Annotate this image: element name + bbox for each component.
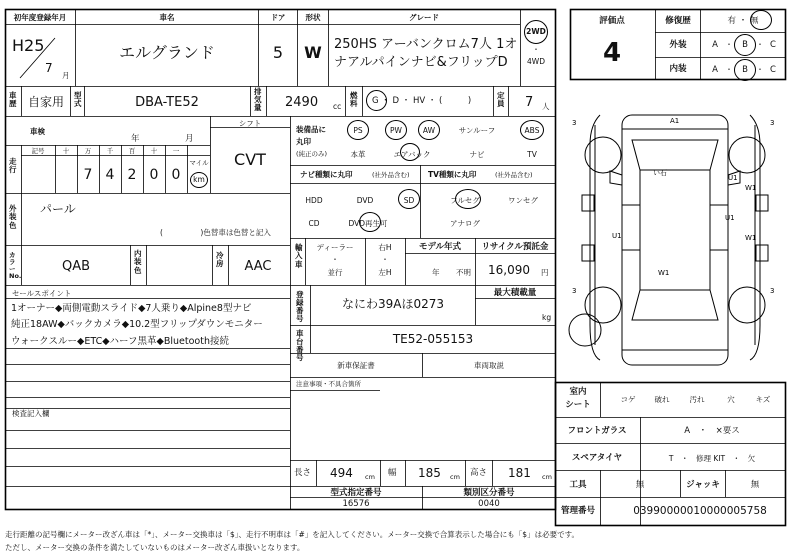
car-name: エルグランド [119,43,215,62]
drive-2wd: 2WD [526,27,546,36]
grade-label: グレード [409,13,439,22]
dia-mark: W1 [745,234,757,242]
use-label: 車歴 [9,91,17,109]
tv-fullseg: フルセグ [450,196,480,205]
import-label: 輸入車 [295,243,303,269]
navi-title-note: (社外品含む) [372,171,410,179]
repair-label: 修復歴 [665,16,691,26]
interior-sep-1: ・ [725,65,733,74]
interior-a: A [712,65,718,75]
dia-mark: W1 [658,269,670,277]
seat-option: 汚れ [689,395,705,404]
recycle-label: リサイクル預託金 [481,242,549,252]
first-reg-label: 初年度登録年月 [13,13,67,22]
tv-oneseg: ワンセグ [508,196,538,205]
equip-pw: PW [390,126,402,135]
footer-line-2: ただし、メーター交換の条件を満たしていないものはメーター改ざん車扱いとなります。 [5,543,305,552]
management-value: 0399000001000000575​8 [633,505,767,517]
notes-label: 注意事項・不具合箇所 [296,380,361,388]
first-reg-era: H25 [12,36,45,55]
exterior-sep-1: ・ [725,40,733,49]
equip-ps: PS [353,126,363,135]
odometer-digit: 4 [105,167,115,183]
digit-label-1: 万 [84,147,92,155]
mark-label: 記号 [31,147,45,155]
shape: W [304,43,322,62]
tools-label: 工具 [569,480,587,490]
spare-label: スペアタイヤ [571,453,623,463]
equipment-label-2: 丸印 [296,137,311,146]
shift: CVT [234,150,266,169]
equip-abs: ABS [524,126,540,135]
equip-navi: ナビ [469,150,485,159]
warranty-label: 新車保証書 [337,361,375,370]
length-unit: cm [365,473,375,481]
model-label: 型式 [74,91,82,109]
shape-label: 形状 [305,13,321,22]
repair-options: 有 ・ 無 [727,16,759,26]
equipment-label-3: (純正のみ) [296,150,328,158]
category: 0040 [478,499,500,509]
category-label: 類別区分番号 [463,488,515,498]
length-label: 長さ [294,468,312,478]
windshield-label: フロントガラス [567,426,627,436]
grade-line1: 250HS アーバンクロム7人 1オ [334,37,518,52]
seat-option: コゲ [620,395,636,404]
chassis-value: TE52-055153 [392,332,474,346]
dia-mark: U1 [728,174,738,182]
seat-option: キズ [755,395,771,404]
plate-value: なにわ39Aほ0273 [341,297,445,311]
interior-c: C [770,65,776,75]
footer-line-1: 走行距離の記号欄にメーター改ざん車は「*」、メーター交換車は「$」、走行不明車は「#」を記入してください。メーター交換で合算表示した場合にも「$」は必要です。 [5,530,579,539]
exterior-b: B [742,40,748,50]
import-left: 左H [378,268,392,277]
digit-label-0: 十 [62,147,70,155]
width-unit: cm [450,473,460,481]
interior-color-label: 内装色 [134,249,142,275]
displacement-unit: cc [333,102,342,111]
interior-label: 内装 [669,64,687,74]
dia-mark: い石 [653,169,667,177]
max-load-label: 最大積載量 [493,288,537,298]
shaken-month-unit: 月 [185,134,194,144]
first-reg-month: 7 [45,61,53,75]
jack-value: 無 [750,480,760,490]
tv-title-note: (社外品含む) [495,171,533,179]
width-label: 幅 [388,468,397,478]
import-sep: ・ [331,255,339,264]
mileage-label: 走行 [9,157,17,175]
equip-sunroof: サンルーフ [458,126,496,135]
odometer-digit: 7 [83,167,93,183]
car-damage-diagram [560,95,790,385]
shaken-label: 車検 [30,127,45,136]
spare-value: T ・ 修理 KIT ・ 欠 [668,454,756,463]
length-value: 494 [330,466,353,480]
equip-airbag: エアバック [393,150,431,159]
digit-label-2: 千 [106,147,114,155]
height-value: 181 [508,466,531,480]
sales-point-line: ウォークスルー◆ETC◆ハーフ黒革◆Bluetooth接続 [11,336,229,347]
dia-label: 3 [770,287,775,295]
seat-option: 破れ [654,395,670,404]
drive-sep: ・ [532,45,540,54]
fuel-label: 燃料 [350,91,358,109]
dia-label: 3 [572,119,577,127]
use-value: 自家用 [27,95,65,109]
import-right: 右H [378,243,392,252]
tools-value: 無 [635,480,645,490]
plate-label: 登録番号 [296,290,304,323]
model-year-unknown: 不明 [456,268,471,277]
color-no-value: QAB [61,259,91,274]
exterior-sep-2: ・ [756,40,764,49]
displacement: 2490 [285,95,319,110]
model-year-label: モデル年式 [418,242,462,252]
ac-value: AAC [244,259,272,274]
navi-dvd: DVD [356,196,374,205]
exterior-label: 外装 [669,40,687,50]
model: DBA-TE52 [135,95,199,110]
mile-label: マイル [189,159,209,167]
interior-sep-2: ・ [756,65,764,74]
sales-point-line: 純正18AW◆バックカメラ◆10.2型フリップダウンモニター [11,319,263,330]
dia-mark: U1 [612,232,622,240]
navi-hdd: HDD [305,196,323,205]
odometer-digit: 0 [171,167,181,183]
digit-label-4: 十 [150,147,158,155]
seat-option: 穴 [727,395,735,404]
import-parallel: 並行 [327,268,343,277]
sales-points-label: セールスポイント [12,289,72,298]
seat-label-2: シート [565,400,591,410]
windshield-value: A ・ ×要ス [684,426,740,436]
import-sep-2: ・ [381,255,389,264]
color-label: 外装色 [9,204,17,230]
height-label: 高さ [470,468,488,478]
equip-leather: 本革 [350,150,366,159]
chassis-label: 車台番号 [296,329,304,362]
km-label: km [193,175,205,184]
equip-tv: TV [527,150,537,159]
import-dealer: ディーラー [316,243,354,252]
color-value: パール [40,202,76,216]
fuel-options: G ・ D ・ HV ・ ( ) [372,96,472,106]
navi-sd: SD [403,196,415,205]
model-year-unit: 年 [432,268,440,277]
navi-title: ナビ種類に丸印 [300,170,353,179]
dia-label: 3 [572,287,577,295]
month-unit: 月 [62,71,70,80]
sales-point-line: 1オーナー◆両側電動スライド◆7人乗り◆Alpine8型ナビ [11,303,252,314]
width-value: 185 [418,466,441,480]
shift-label: シフト [238,119,262,128]
recycle-unit: 円 [541,268,549,277]
inspector-label: 検査記入欄 [12,409,50,418]
height-unit: cm [542,473,552,481]
tv-analog: アナログ [450,219,480,228]
drive-4wd: 4WD [527,57,545,66]
door-label: ドア [270,13,286,22]
equipment-label-1: 装備品に [296,125,326,134]
equip-aw: AW [422,126,436,135]
type-designation: 16576 [342,499,370,509]
ac-label: 冷房 [216,251,224,269]
capacity: 7 [525,95,534,110]
navi-dvd-play: DVD再生可 [348,219,388,228]
color-no-label: カラーNo. [9,251,22,281]
type-designation-label: 型式指定番号 [330,488,382,498]
exterior-c: C [770,40,776,50]
capacity-unit: 人 [542,102,550,111]
shaken-year-unit: 年 [131,134,140,144]
navi-cd: CD [308,219,320,228]
jack-label: ジャッキ [686,480,720,490]
dia-label: 3 [770,119,775,127]
recycle-value: 16,090 [488,263,530,277]
car-name-label: 車名 [159,13,175,22]
management-label: 管理番号 [560,506,596,516]
dia-mark: U1 [725,214,735,222]
capacity-label: 定員 [497,91,505,109]
color-note: ( )色替車は色替と記入 [160,228,271,237]
digit-label-3: 百 [128,147,136,155]
exterior-a: A [712,40,718,50]
odometer-digit: 2 [127,167,137,183]
doors: 5 [272,43,284,62]
max-load-unit: kg [542,313,552,322]
score: 4 [602,38,622,68]
score-label: 評価点 [599,16,625,26]
odometer-digit: 0 [149,167,159,183]
tv-title: TV種類に丸印 [428,170,477,179]
digit-label-5: 一 [172,147,180,155]
grade-line2: ナアルパインナビ&フリップD [334,55,508,70]
interior-b: B [742,65,748,75]
dia-mark: A1 [670,117,680,125]
dia-mark: W1 [745,184,757,192]
manual-label: 車両取説 [474,361,504,370]
displacement-label: 排気量 [254,87,262,112]
seat-label-1: 室内 [569,387,587,397]
